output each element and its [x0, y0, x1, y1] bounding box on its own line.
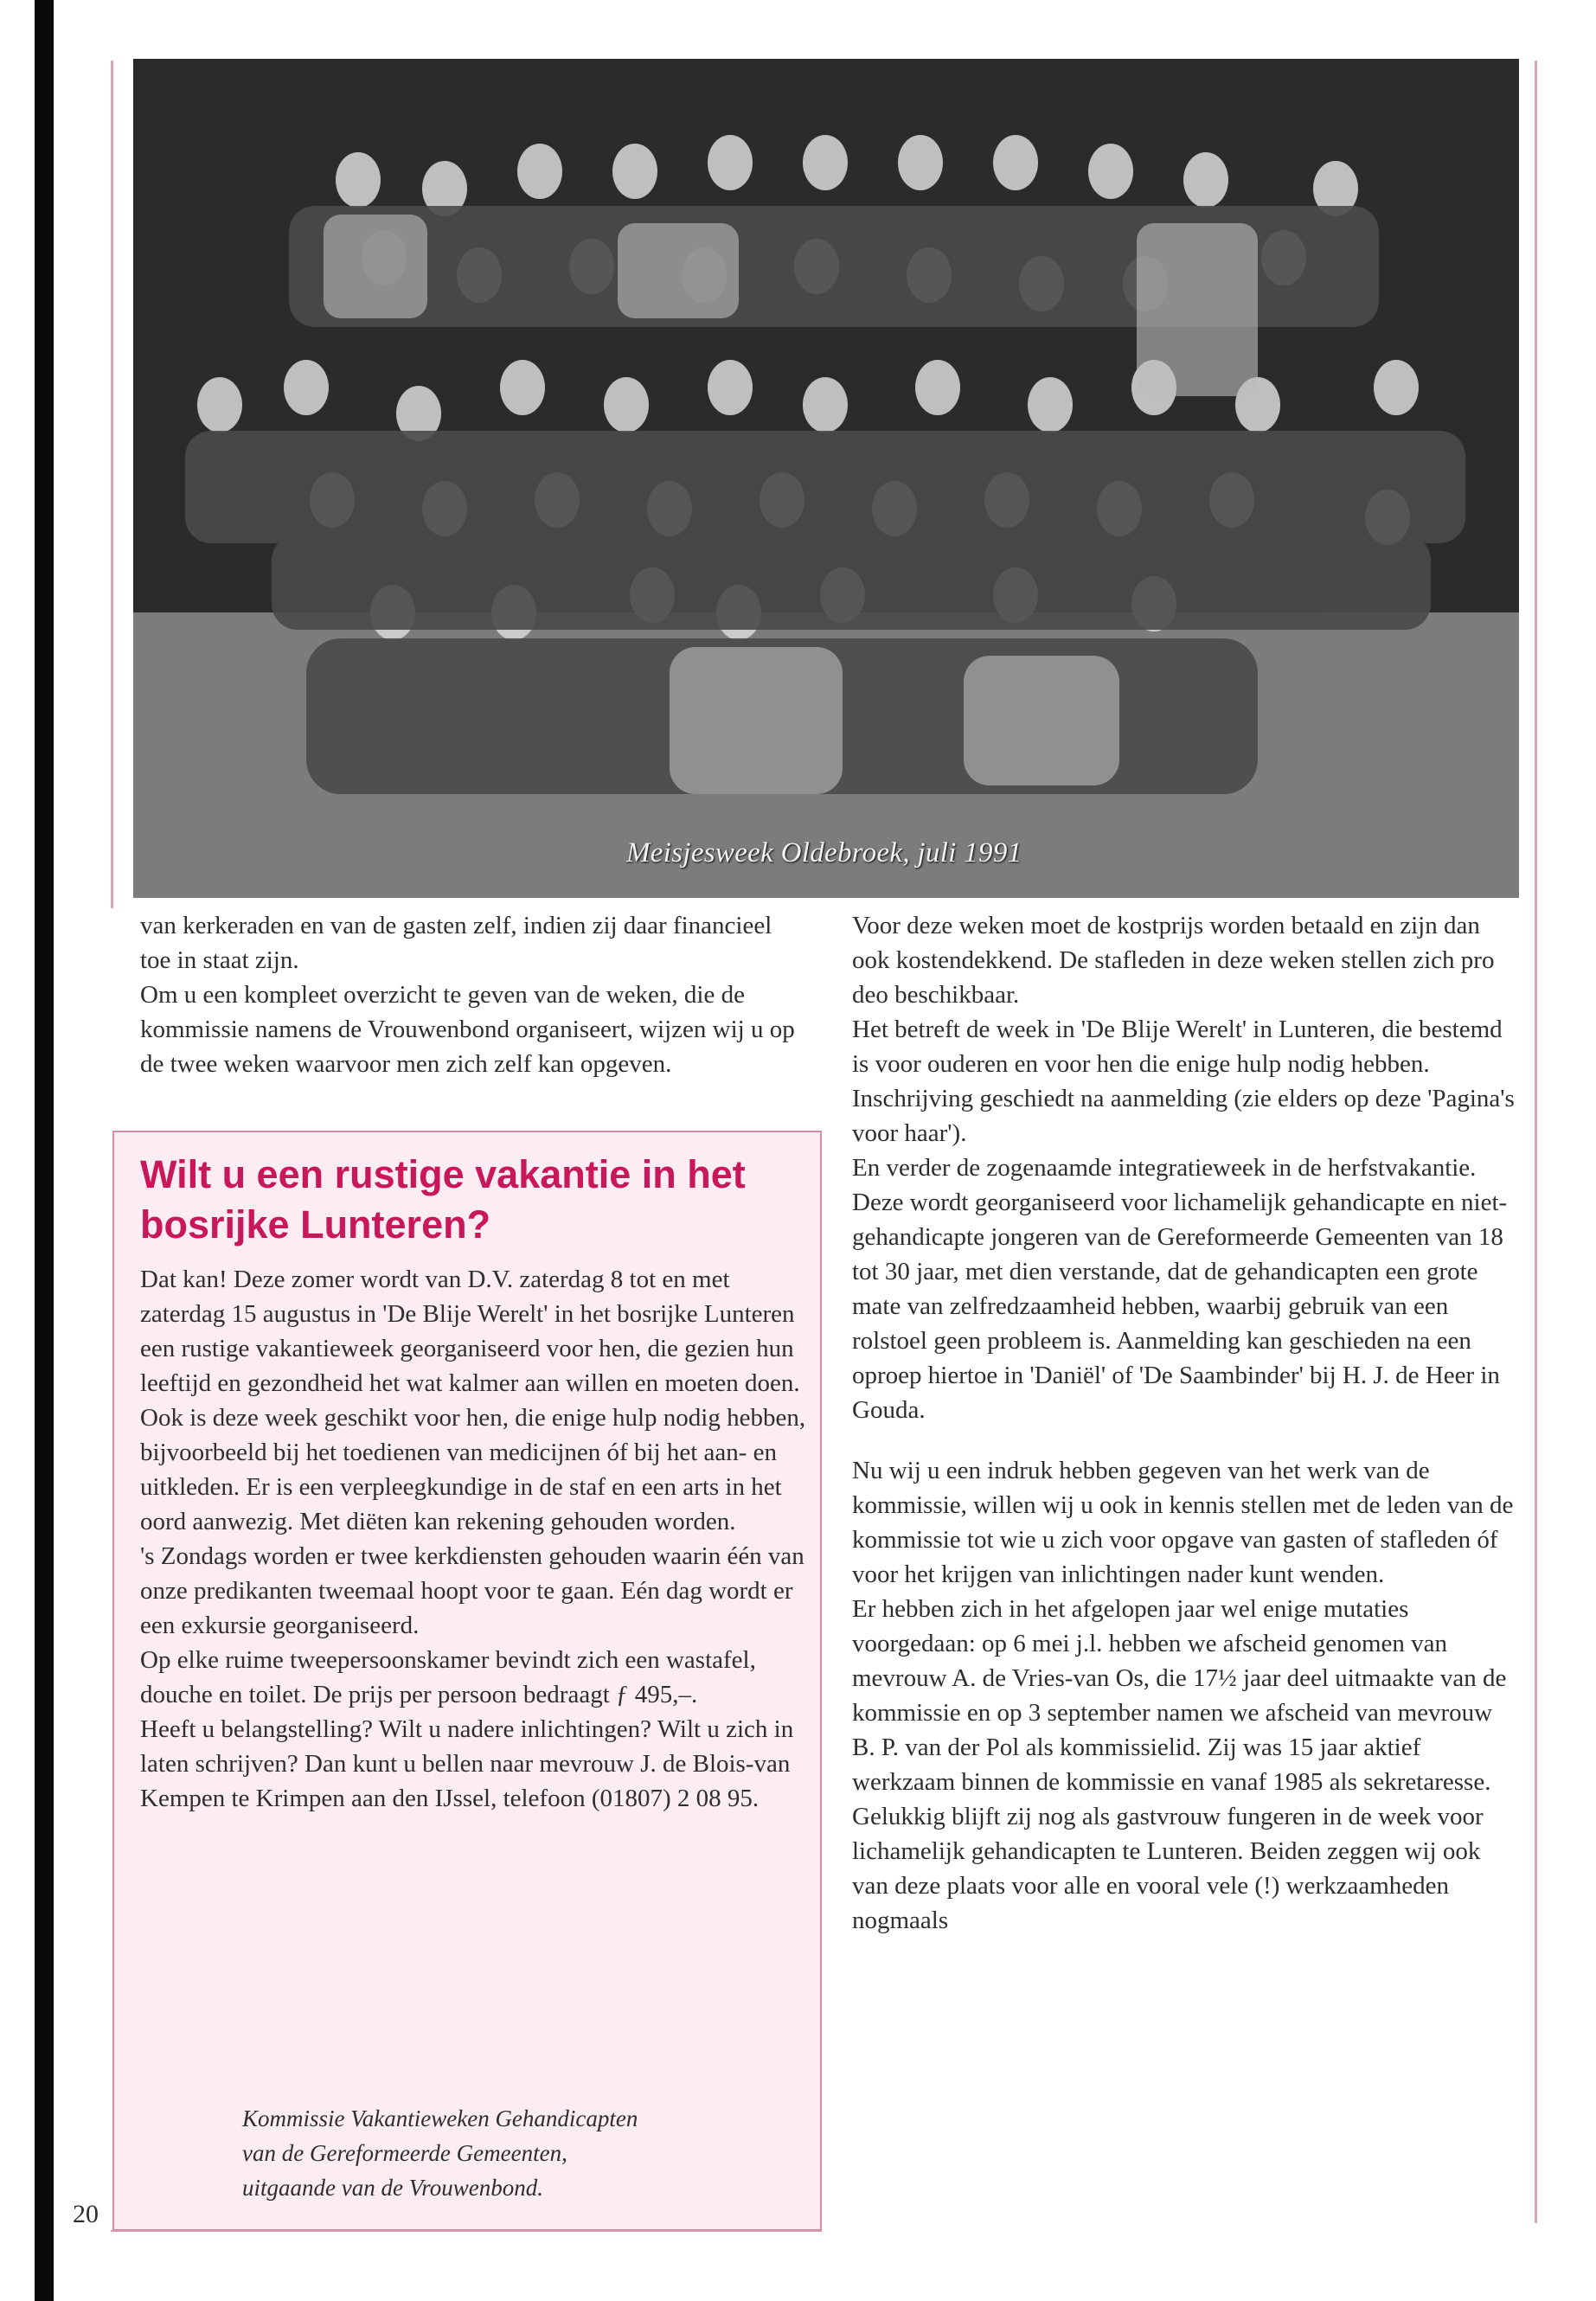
paragraph: Op elke ruime tweepersoonskamer bevindt zich een wastafel, douche en toilet. De prijs per persoon bedraagt ƒ 495,–. — [140, 1646, 756, 1708]
box-title: Wilt u een rustige vakantie in het bosrijke Lunteren? — [140, 1152, 746, 1247]
group-photo — [133, 59, 1519, 898]
paragraph: 's Zondags worden er twee kerkdiensten gehouden waarin één van onze predikanten tweemaal hoopt voor te gaan. Eén dag wordt er een exkursie georganiseerd. — [140, 1542, 804, 1639]
paragraph-gap — [852, 1427, 1518, 1453]
page-number: 20 — [73, 2200, 99, 2228]
binding-bar — [35, 0, 54, 2301]
paragraph: Nu wij u een indruk hebben gegeven van het werk van de kommissie, willen wij u ook in kennis stellen met de leden van de kommissie tot wie u zich voor opgave van gasten of stafleden óf voor het krijgen van inlichtingen nader kunt wenden. — [852, 1457, 1514, 1588]
lunteren-info-box — [112, 1131, 822, 2231]
paragraph: Het betreft de week in 'De Blije Werelt' in Lunteren, die bestemd is voor ouderen en voor hen die enige hulp nodig hebben. Inschrijving geschiedt na aanmelding (zie elders op deze 'Pagina's voor haar'). — [852, 1016, 1515, 1147]
right-column-text — [852, 908, 1518, 1938]
left-column-top-text — [140, 908, 806, 1081]
paragraph: Heeft u belangstelling? Wilt u nadere inlichtingen? Wilt u zich in laten schrijven? Dan kunt u bellen naar mevrouw J. de Blois-van Kempen te Krimpen aan den IJssel, telefoon (01807) 2 08 95. — [140, 1715, 794, 1812]
box-signature — [242, 2101, 804, 2205]
signature-line: Kommissie Vakantieweken Gehandicapten — [242, 2106, 638, 2131]
paragraph: Dat kan! Deze zomer wordt van D.V. zaterdag 8 tot en met zaterdag 15 augustus in 'De Blije Werelt' in het bosrijke Lunteren een rustige vakantieweek georganiseerd voor hen, die gezien hun leeftijd en gezondheid het wat kalmer aan willen en moeten doen. Ook is deze week geschikt voor hen, die enige hulp nodig hebben, bijvoorbeeld bij het toedienen van medicijnen óf bij het aan- en uitkleden. Er is een verpleegkundige in de staf en een arts in het oord aanwezig. Met diëten kan rekening gehouden worden. — [140, 1266, 806, 1535]
group-photo-figures — [133, 59, 1519, 898]
paragraph: Er hebben zich in het afgelopen jaar wel enige mutaties voorgedaan: op 6 mei j.l. hebben we afscheid genomen van mevrouw A. de Vries-van Os, die 17½ jaar deel uitmaakte van de kommissie en op 3 september namen we afscheid van mevrouw B. P. van der Pol als kommissielid. Zij was 15 jaar aktief werkzaam binnen de kommissie en vanaf 1985 als sekretaresse. Gelukkig blijft zij nog als gastvrouw fungeren in de week voor lichamelijk gehandicapten te Lunteren. Beiden zeggen wij ook van deze plaats voor alle en vooral vele (!) werkzaamheden nogmaals — [852, 1595, 1507, 1934]
paragraph: En verder de zogenaamde integratieweek in de herfstvakantie. Deze wordt georganiseerd voor lichamelijk gehandicapte en niet-gehandicapte jongeren van de Gereformeerde Gemeenten van 18 tot 30 jaar, met dien verstande, dat de gehandicapten een grote mate van zelfredzaamheid hebben, waarbij gebruik van een rolstoel geen probleem is. Aanmelding kan geschieden na een oproep hiertoe in 'Daniël' of 'De Saambinder' bij H. J. de Heer in Gouda. — [852, 1154, 1508, 1424]
photo-caption: Meisjesweek Oldebroek, juli 1991 — [626, 837, 1022, 868]
right-rule — [1535, 61, 1537, 2223]
signature-line: uitgaande van de Vrouwenbond. — [242, 2175, 543, 2201]
box-body — [140, 1262, 806, 1816]
paragraph: Om u een kompleet overzicht te geven van de weken, die de kommissie namens de Vrouwenbond organiseert, wijzen wij u op de twee weken waarvoor men zich zelf kan opgeven. — [140, 981, 795, 1078]
signature-line: van de Gereformeerde Gemeenten, — [242, 2140, 567, 2166]
paragraph: Voor deze weken moet de kostprijs worden betaald en zijn dan ook kostendekkend. De stafleden in deze weken stellen zich pro deo beschikbaar. — [852, 912, 1495, 1009]
paragraph: van kerkeraden en van de gasten zelf, indien zij daar financieel toe in staat zijn. — [140, 912, 772, 974]
left-rule — [111, 61, 113, 908]
